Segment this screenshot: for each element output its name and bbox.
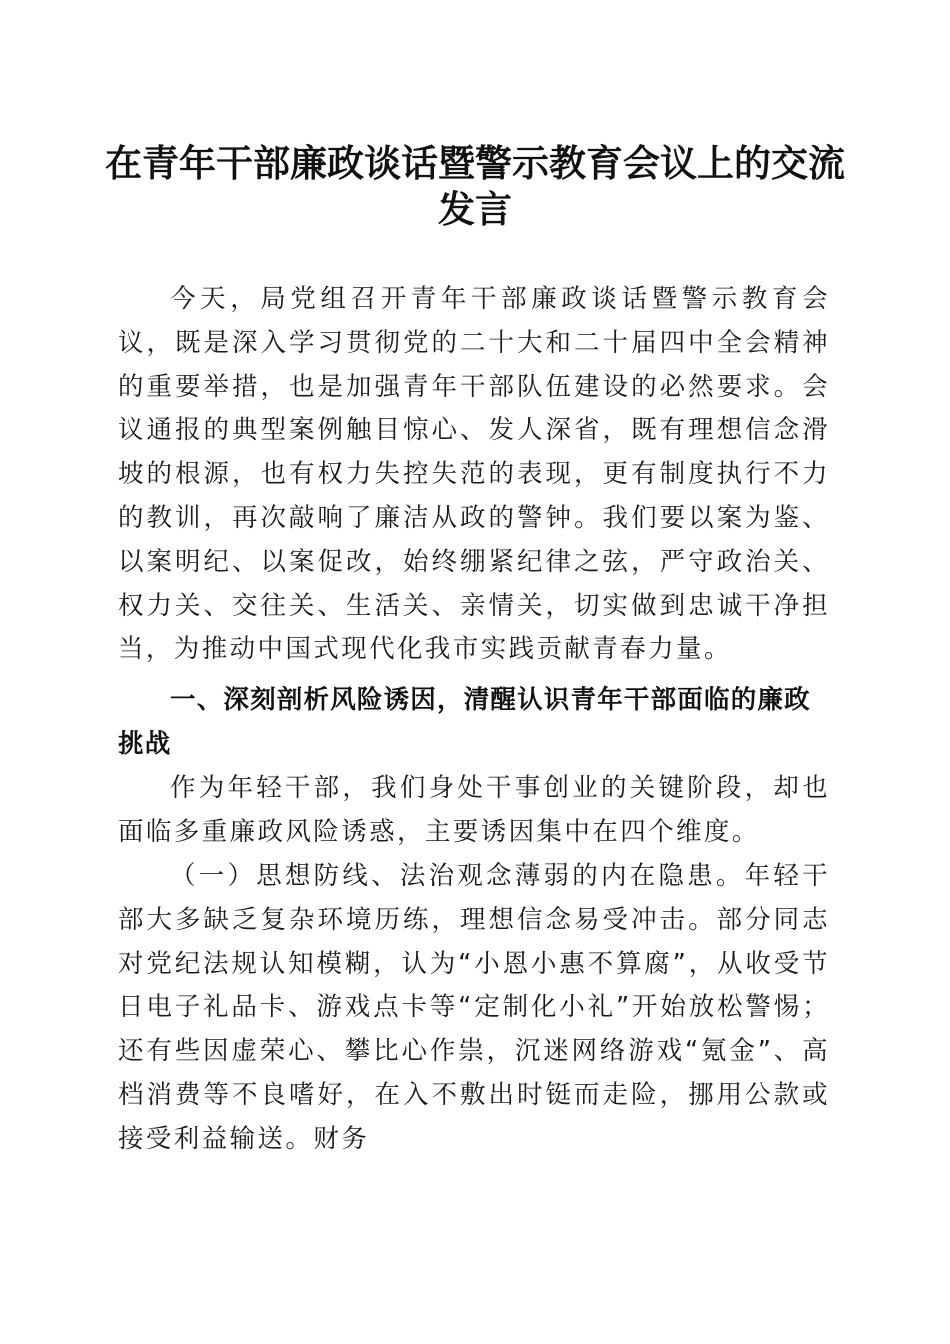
document-title-line-1: 在青年干部廉政谈话暨警示教育会议上的交流 [105, 141, 845, 185]
section-1-intro: 作为年轻干部，我们身处干事创业的关键阶段，却也面临多重廉政风险诱惑，主要诱因集中在四个维度。 [118, 773, 830, 847]
subsection-1-text: 年轻干部大多缺乏复杂环境历练，理想信念易受冲击。部分同志对党纪法规认知模糊，认为“小恩小惠不算腐”，从收受节日电子礼品卡、游戏点卡等“定制化小礼”开始放松警惕；还有些因虚荣心、攀比心作祟，沉迷网络游戏“氪金”、高档消费等不良嗜好，在入不敷出时铤而走险，挪用公款或接受利益输送。财务 [118, 861, 830, 1154]
subsection-1-paragraph [118, 855, 830, 1162]
opening-paragraph: 今天，局党组召开青年干部廉政谈话暨警示教育会议，既是深入学习贯彻党的二十大和二十届四中全会精神的重要举措，也是加强青年干部队伍建设的必然要求。会议通报的典型案例触目惊心、发人深省，既有理想信念滑坡的根源，也有权力失控失范的表现，更有制度执行不力的教训，再次敲响了廉洁从政的警钟。我们要以案为鉴、以案明纪、以案促改，始终绷紧纪律之弦，严守政治关、权力关、交往关、生活关、亲情关，切实做到忠诚干净担当，为推动中国式现代化我市实践贡献青春力量。 [118, 284, 830, 665]
section-1-heading: 一、深刻剖析风险诱因，清醒认识青年干部面临的廉政挑战 [118, 685, 811, 759]
document-title-line-2: 发言 [438, 187, 512, 231]
subsection-1-heading: （一）思想防线、法治观念薄弱的内在隐患。 [170, 861, 745, 891]
